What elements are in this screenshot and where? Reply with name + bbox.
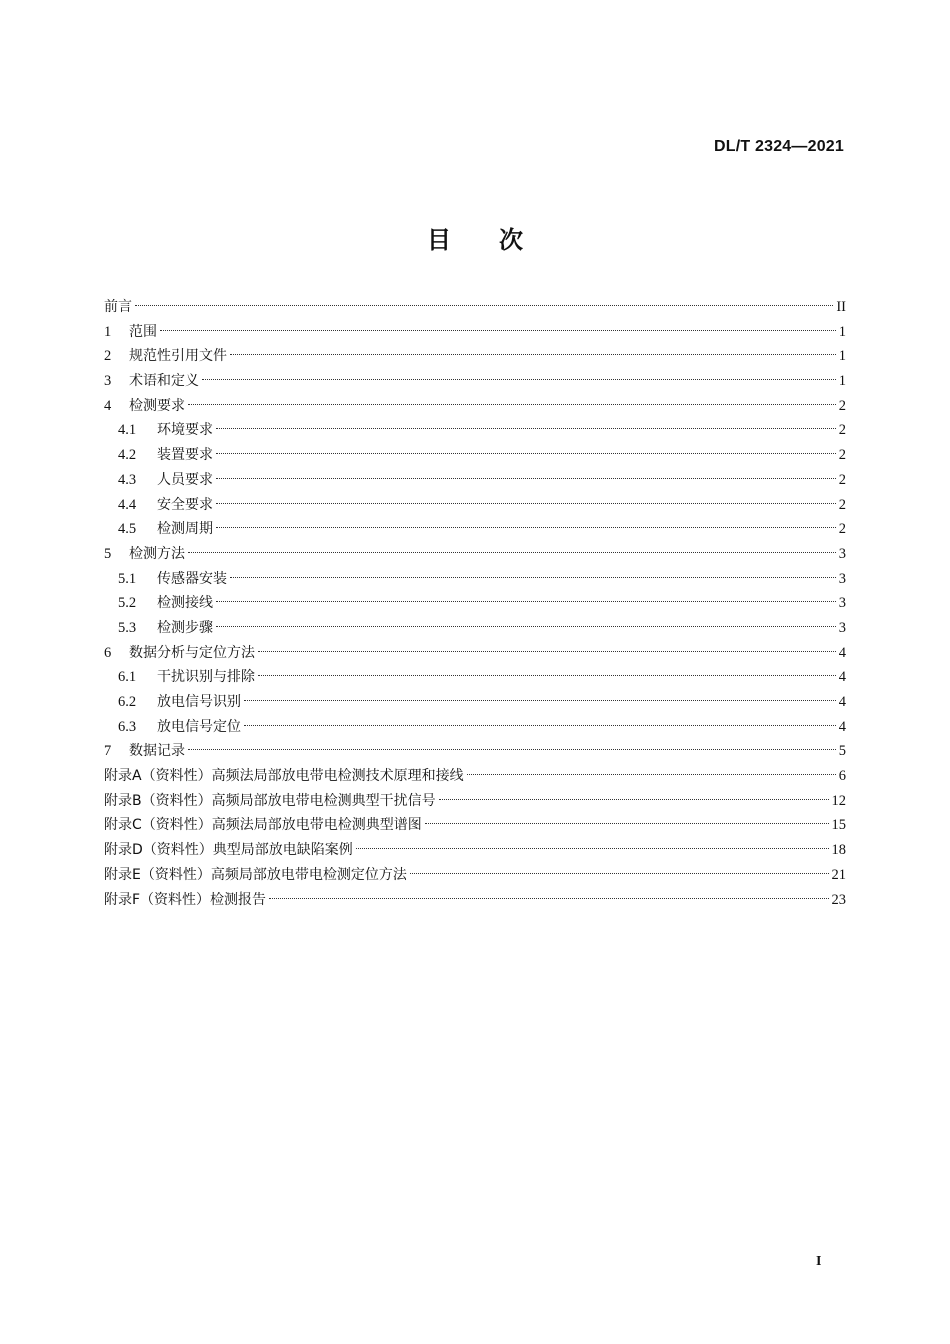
toc-entry[interactable] (104, 863, 846, 888)
toc-entry-number: 6.3 (118, 718, 137, 735)
toc-entry-label: 检测要求 (129, 397, 185, 414)
toc-entry-page: 4 (838, 718, 846, 735)
toc-dot-leader (216, 428, 836, 429)
toc-entry[interactable] (104, 616, 846, 641)
toc-entry-label: 放电信号识别 (157, 694, 241, 710)
toc-entry-label: 附录A（资料性）高频法局部放电带电检测技术原理和接线 (104, 768, 464, 785)
toc-entry-label: 装置要求 (157, 447, 213, 464)
toc-entry[interactable] (104, 369, 846, 394)
toc-entry-number: 2 (104, 348, 112, 365)
toc-dot-leader (356, 848, 829, 849)
toc-dot-leader (269, 898, 828, 899)
toc-entry-label: 检测方法 (129, 545, 185, 562)
toc-dot-leader (244, 700, 836, 701)
toc-entry[interactable] (104, 764, 846, 789)
toc-entry-page: 6 (838, 768, 846, 785)
toc-entry-number: 7 (104, 743, 112, 760)
toc-dot-leader (439, 799, 829, 800)
toc-entry[interactable] (104, 295, 846, 320)
toc-entry-number: 4.1 (118, 422, 137, 439)
toc-entry-number: 6.2 (118, 694, 137, 710)
toc-entry-number: 4.5 (118, 521, 137, 538)
toc-dot-leader (258, 675, 836, 676)
toc-entry-label: 前言 (104, 299, 132, 315)
page-title: 目次 (427, 226, 571, 254)
toc-entry[interactable] (104, 493, 846, 518)
toc-entry[interactable] (104, 641, 846, 666)
toc-entry-page: 1 (838, 373, 846, 390)
toc-entry-number: 4.2 (118, 447, 137, 464)
toc-entry-label: 检测步骤 (157, 619, 213, 636)
toc-dot-leader (230, 354, 836, 355)
toc-dot-leader (216, 478, 836, 479)
toc-dot-leader (202, 379, 836, 380)
toc-entry[interactable] (104, 591, 846, 616)
toc-entry-page: 18 (831, 842, 846, 859)
toc-dot-leader (216, 601, 836, 602)
toc-entry[interactable] (104, 665, 846, 690)
toc-entry[interactable] (104, 542, 846, 567)
toc-dot-leader (135, 305, 833, 306)
toc-entry-page: 3 (838, 545, 846, 562)
toc-entry-label: 干扰识别与排除 (157, 669, 255, 686)
toc-entry[interactable] (104, 567, 846, 592)
toc-entry-page: 12 (831, 792, 846, 809)
standard-code: DL/T 2324—2021 (714, 138, 844, 155)
toc-entry-label: 术语和定义 (129, 373, 199, 390)
toc-entry-page: 4 (838, 669, 846, 686)
toc-dot-leader (258, 651, 836, 652)
toc-entry-label: 放电信号定位 (157, 718, 241, 735)
toc-entry-label: 附录F（资料性）检测报告 (104, 891, 267, 908)
toc-entry-page: 3 (838, 619, 846, 636)
toc-entry-page: 2 (838, 447, 846, 464)
toc-entry-label: 环境要求 (157, 422, 213, 439)
toc-entry-number: 4.3 (118, 471, 137, 488)
toc-entry-number: 4.4 (118, 496, 137, 513)
toc-entry-page: 4 (838, 694, 846, 710)
toc-entry-number: 5.2 (118, 595, 137, 612)
toc-entry-label: 附录E（资料性）高频局部放电带电检测定位方法 (104, 866, 407, 883)
toc-entry-label: 检测周期 (157, 521, 213, 538)
toc-dot-leader (160, 330, 836, 331)
toc-entry[interactable] (104, 813, 846, 838)
toc-entry[interactable] (104, 394, 846, 419)
page-number: I (816, 1254, 822, 1269)
toc-entry-page: 1 (838, 323, 846, 340)
toc-dot-leader (467, 774, 836, 775)
toc-dot-leader (188, 749, 836, 750)
toc-entry[interactable] (104, 517, 846, 542)
toc-entry-label: 传感器安装 (157, 570, 227, 587)
toc-dot-leader (216, 626, 836, 627)
toc-entry[interactable] (104, 838, 846, 863)
toc-entry-number: 6.1 (118, 669, 137, 686)
toc-entry[interactable] (104, 789, 846, 814)
toc-entry[interactable] (104, 418, 846, 443)
toc-dot-leader (188, 552, 836, 553)
toc-entry-number: 5.3 (118, 619, 137, 636)
toc-entry-number: 3 (104, 373, 112, 390)
toc-entry[interactable] (104, 443, 846, 468)
toc-entry-page: 1 (838, 348, 846, 365)
toc-dot-leader (410, 873, 829, 874)
toc-entry-page: 4 (838, 644, 846, 661)
toc-entry-page: 2 (838, 397, 846, 414)
toc-entry-number: 5 (104, 545, 112, 562)
toc-entry[interactable] (104, 888, 846, 913)
toc-entry-number: 5.1 (118, 570, 137, 587)
toc-dot-leader (216, 527, 836, 528)
toc-entry[interactable] (104, 344, 846, 369)
toc-entry-page: 2 (838, 521, 846, 538)
toc-entry-label: 安全要求 (157, 496, 213, 513)
toc-dot-leader (216, 503, 836, 504)
toc-entry-page: 5 (838, 743, 846, 760)
toc-entry-label: 附录D（资料性）典型局部放电缺陷案例 (104, 842, 353, 859)
toc-entry[interactable] (104, 739, 846, 764)
toc-entry[interactable] (104, 468, 846, 493)
toc-entry-label: 附录B（资料性）高频局部放电带电检测典型干扰信号 (104, 792, 436, 809)
toc-entry-page: 2 (838, 471, 846, 488)
toc-entry-page: 2 (838, 422, 846, 439)
toc-entry[interactable] (104, 690, 846, 715)
toc-entry-page: 21 (831, 866, 846, 883)
toc-entry[interactable] (104, 320, 846, 345)
toc-entry[interactable] (104, 715, 846, 740)
table-of-contents (104, 295, 846, 912)
toc-entry-label: 检测接线 (157, 595, 213, 612)
toc-entry-label: 附录C（资料性）高频法局部放电带电检测典型谱图 (104, 817, 422, 834)
toc-dot-leader (230, 577, 836, 578)
toc-entry-number: 6 (104, 644, 112, 661)
toc-entry-page: 3 (838, 595, 846, 612)
toc-entry-number: 4 (104, 397, 112, 414)
toc-entry-page: 2 (838, 496, 846, 513)
toc-entry-page: 23 (831, 891, 846, 908)
toc-entry-label: 数据分析与定位方法 (129, 644, 255, 661)
toc-entry-page: 3 (838, 570, 846, 587)
toc-dot-leader (425, 823, 829, 824)
toc-entry-label: 数据记录 (129, 743, 185, 760)
toc-entry-page: 15 (831, 817, 846, 834)
toc-entry-label: 规范性引用文件 (129, 348, 227, 365)
toc-entry-label: 人员要求 (157, 471, 213, 488)
toc-dot-leader (244, 725, 836, 726)
toc-entry-label: 范围 (129, 323, 157, 340)
toc-dot-leader (216, 453, 836, 454)
toc-dot-leader (188, 404, 836, 405)
toc-entry-page: II (836, 299, 846, 315)
toc-entry-number: 1 (104, 323, 112, 340)
